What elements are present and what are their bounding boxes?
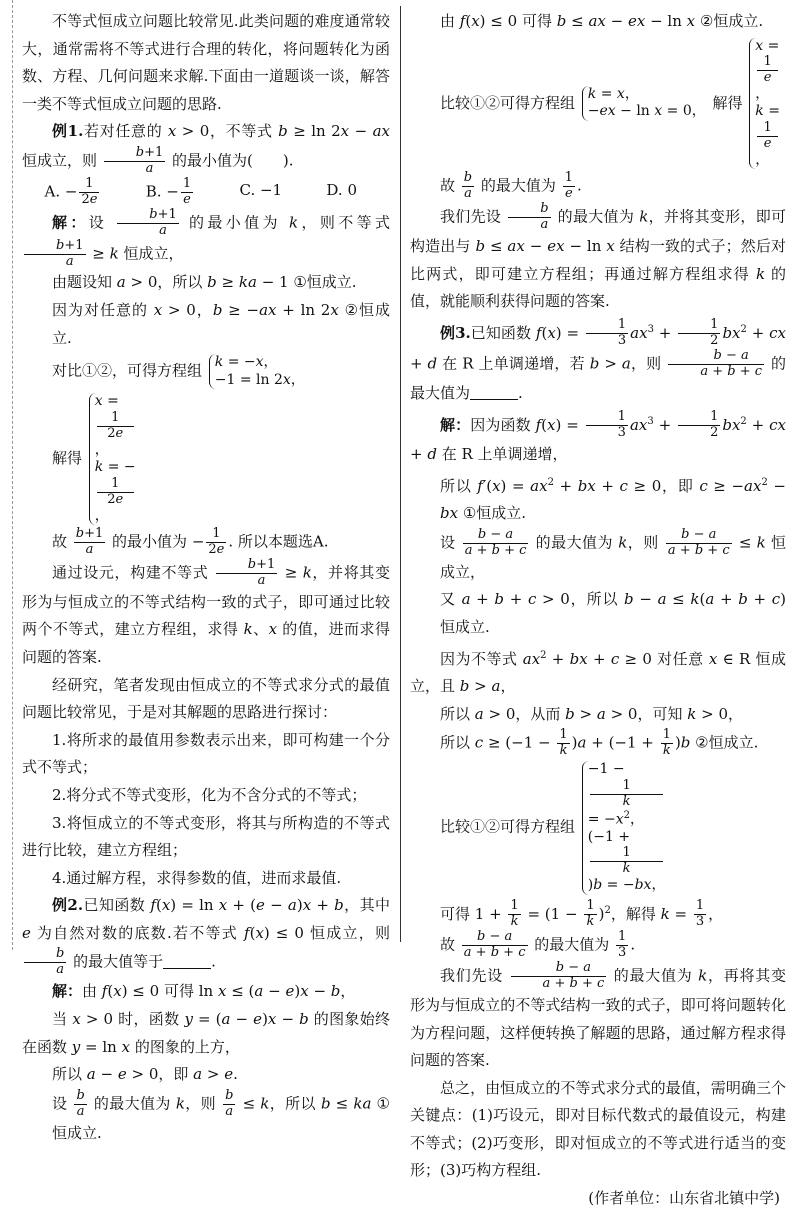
example-3-equation-system: 比较①②可得方程组 −1 − 1 k = $-x^2$， (−1 + 1 k )b = −bx， (440, 761, 666, 894)
method-step-3: 3.将恒成立的不等式变形，将其与所构造的不等式进行比较，建立方程组； (22, 813, 390, 860)
example-2-commentary: 我们先设 $\frac{b}{a}$ 的最大值为 k，并将其变形，即可构造出与 b ≤ ax − ex − ln x 结构一致的式子；然后对比两式，即可建立方程组；再通过解方程组求得 k 的值，就能顺利获得问题的答案. (410, 201, 786, 311)
example-3-solution-step-1: 解：因为函数 f(x) = $\frac{1}{3}$ $ax^3$ + $\frac{1}{2}$ $bx^2$ + cx + d 在 R 上单调递增， (410, 409, 786, 464)
example-3-problem: 例3.已知函数 f(x) = $\frac{1}{3}$ $ax^3$ + $\frac{1}{2}$ $bx^2$ + cx + d 在 R 上单调递增，若 b > a，则 $\frac{b - a}{a + b + c}$ 的最大值为 . (410, 317, 786, 403)
example-3-solution-step-6: 所以 a > 0，从而 b > a > 0，可知 k > 0， (440, 704, 743, 723)
summary-paragraph: 总之，由恒成立的不等式求分式的最值，需明确三个关键点：(1)巧设元，即对目标代数式的最值设元，构建不等式；(2)巧变形，即对恒成立的不等式进行适当的变形；(3)巧构方程组. (410, 1078, 786, 1180)
example-3-solution-step-7: 所以 c ≥ (−1 − $\frac{1}{k}$ )a + (−1 + $\frac{1}{k}$ )b ②恒成立. (440, 727, 759, 759)
right-column (410, 8, 786, 1213)
example-3-solution-step-5: 因为不等式 $ax^2$ + bx + c ≥ 0 对任意 x ∈ R 恒成立，且 b > a， (410, 649, 787, 696)
example-1-commentary: 通过设元，构建不等式 $\frac{b+1}{a}$ ≥ k，并将其变形为与恒成立的不等式结构一致的式子，即可通过比较两个不等式，建立方程组，求得 k、x 的值，进而求得问题的答案. (22, 556, 390, 666)
example-2-equation-system: 比较①②可得方程组 k = x， −ex − ln x = 0， 解得 x = 1 e ， k = 1 e ， (440, 37, 780, 168)
example-3-commentary: 我们先设 $\frac{b - a}{a + b + c}$ 的最大值为 k，再将其变形为与恒成立的不等式结构一致的式子，即可将问题转化为方程问题，这样便转换了解题的思路，通过解方程求得问题的答案. (410, 960, 786, 1070)
author-affiliation: (作者单位：山东省北镇中学) (588, 1189, 780, 1208)
example-1-answer: 故 $\frac{b+1}{a}$ 的最小值为 − $\frac{1}{2e}$ . 所以本题选A. (52, 526, 329, 557)
intro-paragraph: 不等式恒成立问题比较常见.此类问题的难度通常较大，通常需将不等式进行合理的转化，将问题转化为函数、方程、几何问题来求解.下面由一道题谈一谈，解答一类不等式恒成立问题的思路. (22, 12, 390, 113)
example-2-answer: 故 $\frac{b}{a}$ 的最大值为 $\frac{1}{e}$ . (440, 170, 582, 202)
method-step-2: 2.将分式不等式变形，化为不含分式的不等式； (52, 785, 367, 804)
example-2-solution-step-1: 解：由 f(x) ≤ 0 可得 ln x ≤ (a − e)x − b， (52, 982, 356, 1001)
example-2-solution-step-4: 设 $\frac{b}{a}$ 的最大值为 k，则 $\frac{b}{a}$ ≤ k，所以 b ≤ ka ①恒成立. (52, 1087, 390, 1142)
example-3-answer: 故 $\frac{b - a}{a + b + c}$ 的最大值为 $\frac{1}{3}$ . (440, 929, 636, 961)
binding-margin-line (12, 0, 13, 950)
left-column (22, 8, 390, 1147)
method-intro: 经研究，笔者发现由恒成立的不等式求分式的最值问题比较常见，于是对其解题的思路进行探讨： (22, 675, 390, 722)
example-1-equation-system: 对比①②，可得方程组 k = −x， −1 = ln 2x， (52, 354, 305, 388)
example-3-solution-step-8: 可得 1 + $\frac{1}{k}$ = (1 − $\frac{1}{k}$ )$^2$，解得 k = $\frac{1}{3}$ ， (440, 898, 724, 930)
example-1-solution-step-1: 解：设 $\frac{b+1}{a}$ 的最小值为 k，则不等式 $\frac{b+1}{a}$ ≥ k 恒成立， (22, 208, 390, 270)
example-3-solution-step-3: 设 $\frac{b - a}{a + b + c}$ 的最大值为 k，则 $\frac{b - a}{a + b + c}$ ≤ k 恒成立， (440, 527, 786, 581)
example-2-solution-step-2: 当 x > 0 时，函数 y = (a − e)x − b 的图象始终在函数 y = ln x 的图象的上方， (22, 1009, 390, 1056)
example-2-solution-step-5: 由 f(x) ≤ 0 可得 b ≤ ax − ex − ln x ②恒成立. (440, 12, 764, 30)
method-step-1: 1.将所求的最值用参数表示出来，即可构建一个分式不等式； (22, 730, 390, 777)
example-3-solution-step-2: 所以 $f'(x) = ax^2$ + bx + c ≥ 0，即 $c \ge -ax^2$ − bx ①恒成立. (440, 476, 786, 523)
example-1-solution-values: 解得 x = 1 2e ， k = − 1 2e ， (52, 393, 136, 524)
example-1-solution-step-3: 因为对任意的 x > 0，b ≥ −ax + ln 2x ②恒成立. (52, 301, 391, 347)
example-1-options: A. − $\frac{1}{2e}$ B. − $\frac{1}{e}$ C. −1 D. 0 (44, 175, 357, 207)
example-2-problem: 例2.已知函数 f(x) = ln x + (e − a)x + b，其中 e 为自然对数的底数.若不等式 f(x) ≤ 0 恒成立，则 $\frac{b}{a}$ 的最大值等于 . (22, 896, 390, 978)
example-1-problem: 例1.若对任意的 x > 0，不等式 b ≥ ln 2x − ax 恒成立，则 $\frac{b+1}{a}$ 的最小值为( ). (22, 122, 390, 176)
column-divider (400, 6, 401, 942)
example-2-solution-step-3: 所以 a − e > 0，即 a > e. (52, 1065, 238, 1084)
method-step-4: 4.通过解方程，求得参数的值，进而求最值. (52, 868, 342, 887)
example-1-solution-step-2: 由题设知 a > 0，所以 b ≥ ka − 1 ①恒成立. (52, 273, 357, 292)
example-3-solution-step-4: 又 a + b + c > 0，所以 b − a ≤ k(a + b + c) 恒成立. (440, 590, 787, 637)
